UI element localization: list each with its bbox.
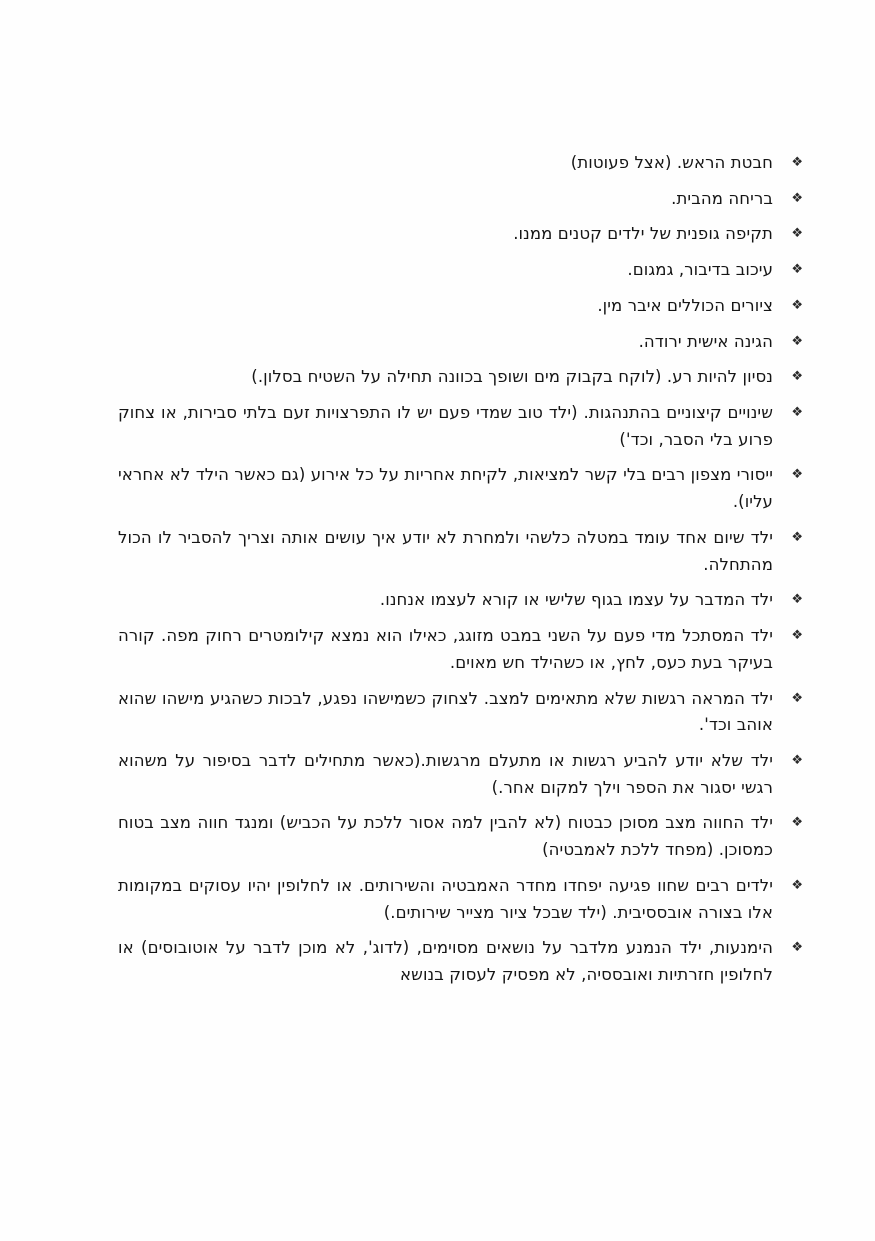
list-item — [118, 329, 803, 356]
list-item-text: ציורים הכוללים איבר מין. — [597, 295, 773, 315]
bullet-diamond-icon: ❖ — [791, 940, 803, 956]
bullet-diamond-icon: ❖ — [791, 405, 803, 421]
list-item-text: שינויים קיצוניים בהתנהגות. (ילד טוב שמדי פעם יש לו התפרצויות זעם בלתי סבירות, או צחוק פרוע בלי הסבר, וכד') — [118, 403, 773, 449]
list-item-text: ילד שלא יודע להביע רגשות או מתעלם מרגשות.(כאשר מתחילים לדבר בסיפור על משהוא רגשי יסגור את הספר וילך למקום אחר.) — [118, 750, 773, 797]
list-item-text: ייסורי מצפון רבים בלי קשר למציאות, לקיחת אחריות על כל אירוע (גם כאשר הילד לא אחראי עליו). — [118, 465, 773, 512]
list-item-text: ילד שיום אחד עומד במטלה כלשהי ולמחרת לא יודע איך עושים אותה וצריך להסביר לו הכול מהתחלה. — [118, 527, 773, 574]
bullet-diamond-icon: ❖ — [791, 155, 803, 170]
list-item-text: הימנעות, ילד הנמנע מלדבר על נושאים מסוימים, (לדוג', לא מוכן לדבר על אוטובוסים) או לחלופין חזרתיות ואובססיה, לא מפסיק לעסוק בנושא — [118, 938, 773, 984]
bullet-diamond-icon: ❖ — [791, 262, 803, 278]
list-item — [118, 935, 803, 988]
bullet-diamond-icon: ❖ — [791, 877, 803, 893]
list-item — [118, 525, 803, 578]
list-item-text: ילד החווה מצב מסוכן כבטוח (לא להבין למה אסור ללכת על הכביש) ומנגד חווה מצב בטוח כמסוכן. (מפחד ללכת לאמבטיה) — [118, 813, 773, 860]
list-item-text: ילד המסתכל מדי פעם על השני במבט מזוגג, כאילו הוא נמצא קילומטרים רחוק מפה. קורה בעיקר בעת כעס, לחץ, או כשהילד חש מאוים. — [118, 626, 773, 672]
bullet-diamond-icon: ❖ — [791, 592, 803, 608]
bullet-diamond-icon: ❖ — [791, 297, 803, 313]
list-item — [118, 623, 803, 676]
bullet-diamond-icon: ❖ — [791, 467, 803, 483]
list-item — [118, 186, 803, 213]
bullet-diamond-icon: ❖ — [791, 333, 803, 349]
list-item — [118, 810, 803, 863]
list-item — [118, 400, 803, 453]
list-item-text: בריחה מהבית. — [671, 188, 773, 208]
bullet-diamond-icon: ❖ — [791, 752, 803, 768]
bullet-diamond-icon: ❖ — [791, 369, 803, 385]
bullet-diamond-icon: ❖ — [791, 190, 803, 206]
bullet-diamond-icon: ❖ — [791, 226, 803, 242]
list-item-text: ילד המראה רגשות שלא מתאימים למצב. לצחוק כשמישהו נפגע, לבכות כשהגיע מישהו שהוא אוהב וכד'. — [118, 688, 773, 735]
bullet-diamond-icon: ❖ — [791, 690, 803, 706]
list-item — [118, 686, 803, 739]
symptom-bullet-list — [118, 150, 803, 989]
list-item-text: הגינה אישית ירודה. — [638, 331, 773, 351]
list-item — [118, 293, 803, 320]
list-item — [118, 873, 803, 926]
bullet-diamond-icon: ❖ — [791, 529, 803, 545]
list-item — [118, 257, 803, 284]
list-item — [118, 462, 803, 515]
list-item-text: ילדים רבים שחוו פגיעה יפחדו מחדר האמבטיה והשירותים. או לחלופין יהיו עסוקים במקומות אלו בצורה אובססיבית. (ילד שבכל ציור מצייר שירותים.) — [118, 875, 773, 922]
bullet-diamond-icon: ❖ — [791, 628, 803, 644]
list-item — [118, 221, 803, 248]
list-item-text: עיכוב בדיבור, גמגום. — [627, 260, 773, 280]
list-item — [118, 587, 803, 614]
bullet-diamond-icon: ❖ — [791, 815, 803, 831]
list-item — [118, 364, 803, 391]
list-item-text: תקיפה גופנית של ילדים קטנים ממנו. — [513, 224, 773, 244]
list-item-text: ילד המדבר על עצמו בגוף שלישי או קורא לעצמו אנחנו. — [379, 590, 773, 610]
list-item — [118, 748, 803, 801]
list-item-text: נסיון להיות רע. (לוקח בקבוק מים ושופך בכוונה תחילה על השטיח בסלון.) — [251, 367, 773, 387]
list-item-text: חבטת הראש. (אצל פעוטות) — [570, 153, 773, 172]
list-item — [118, 150, 803, 177]
